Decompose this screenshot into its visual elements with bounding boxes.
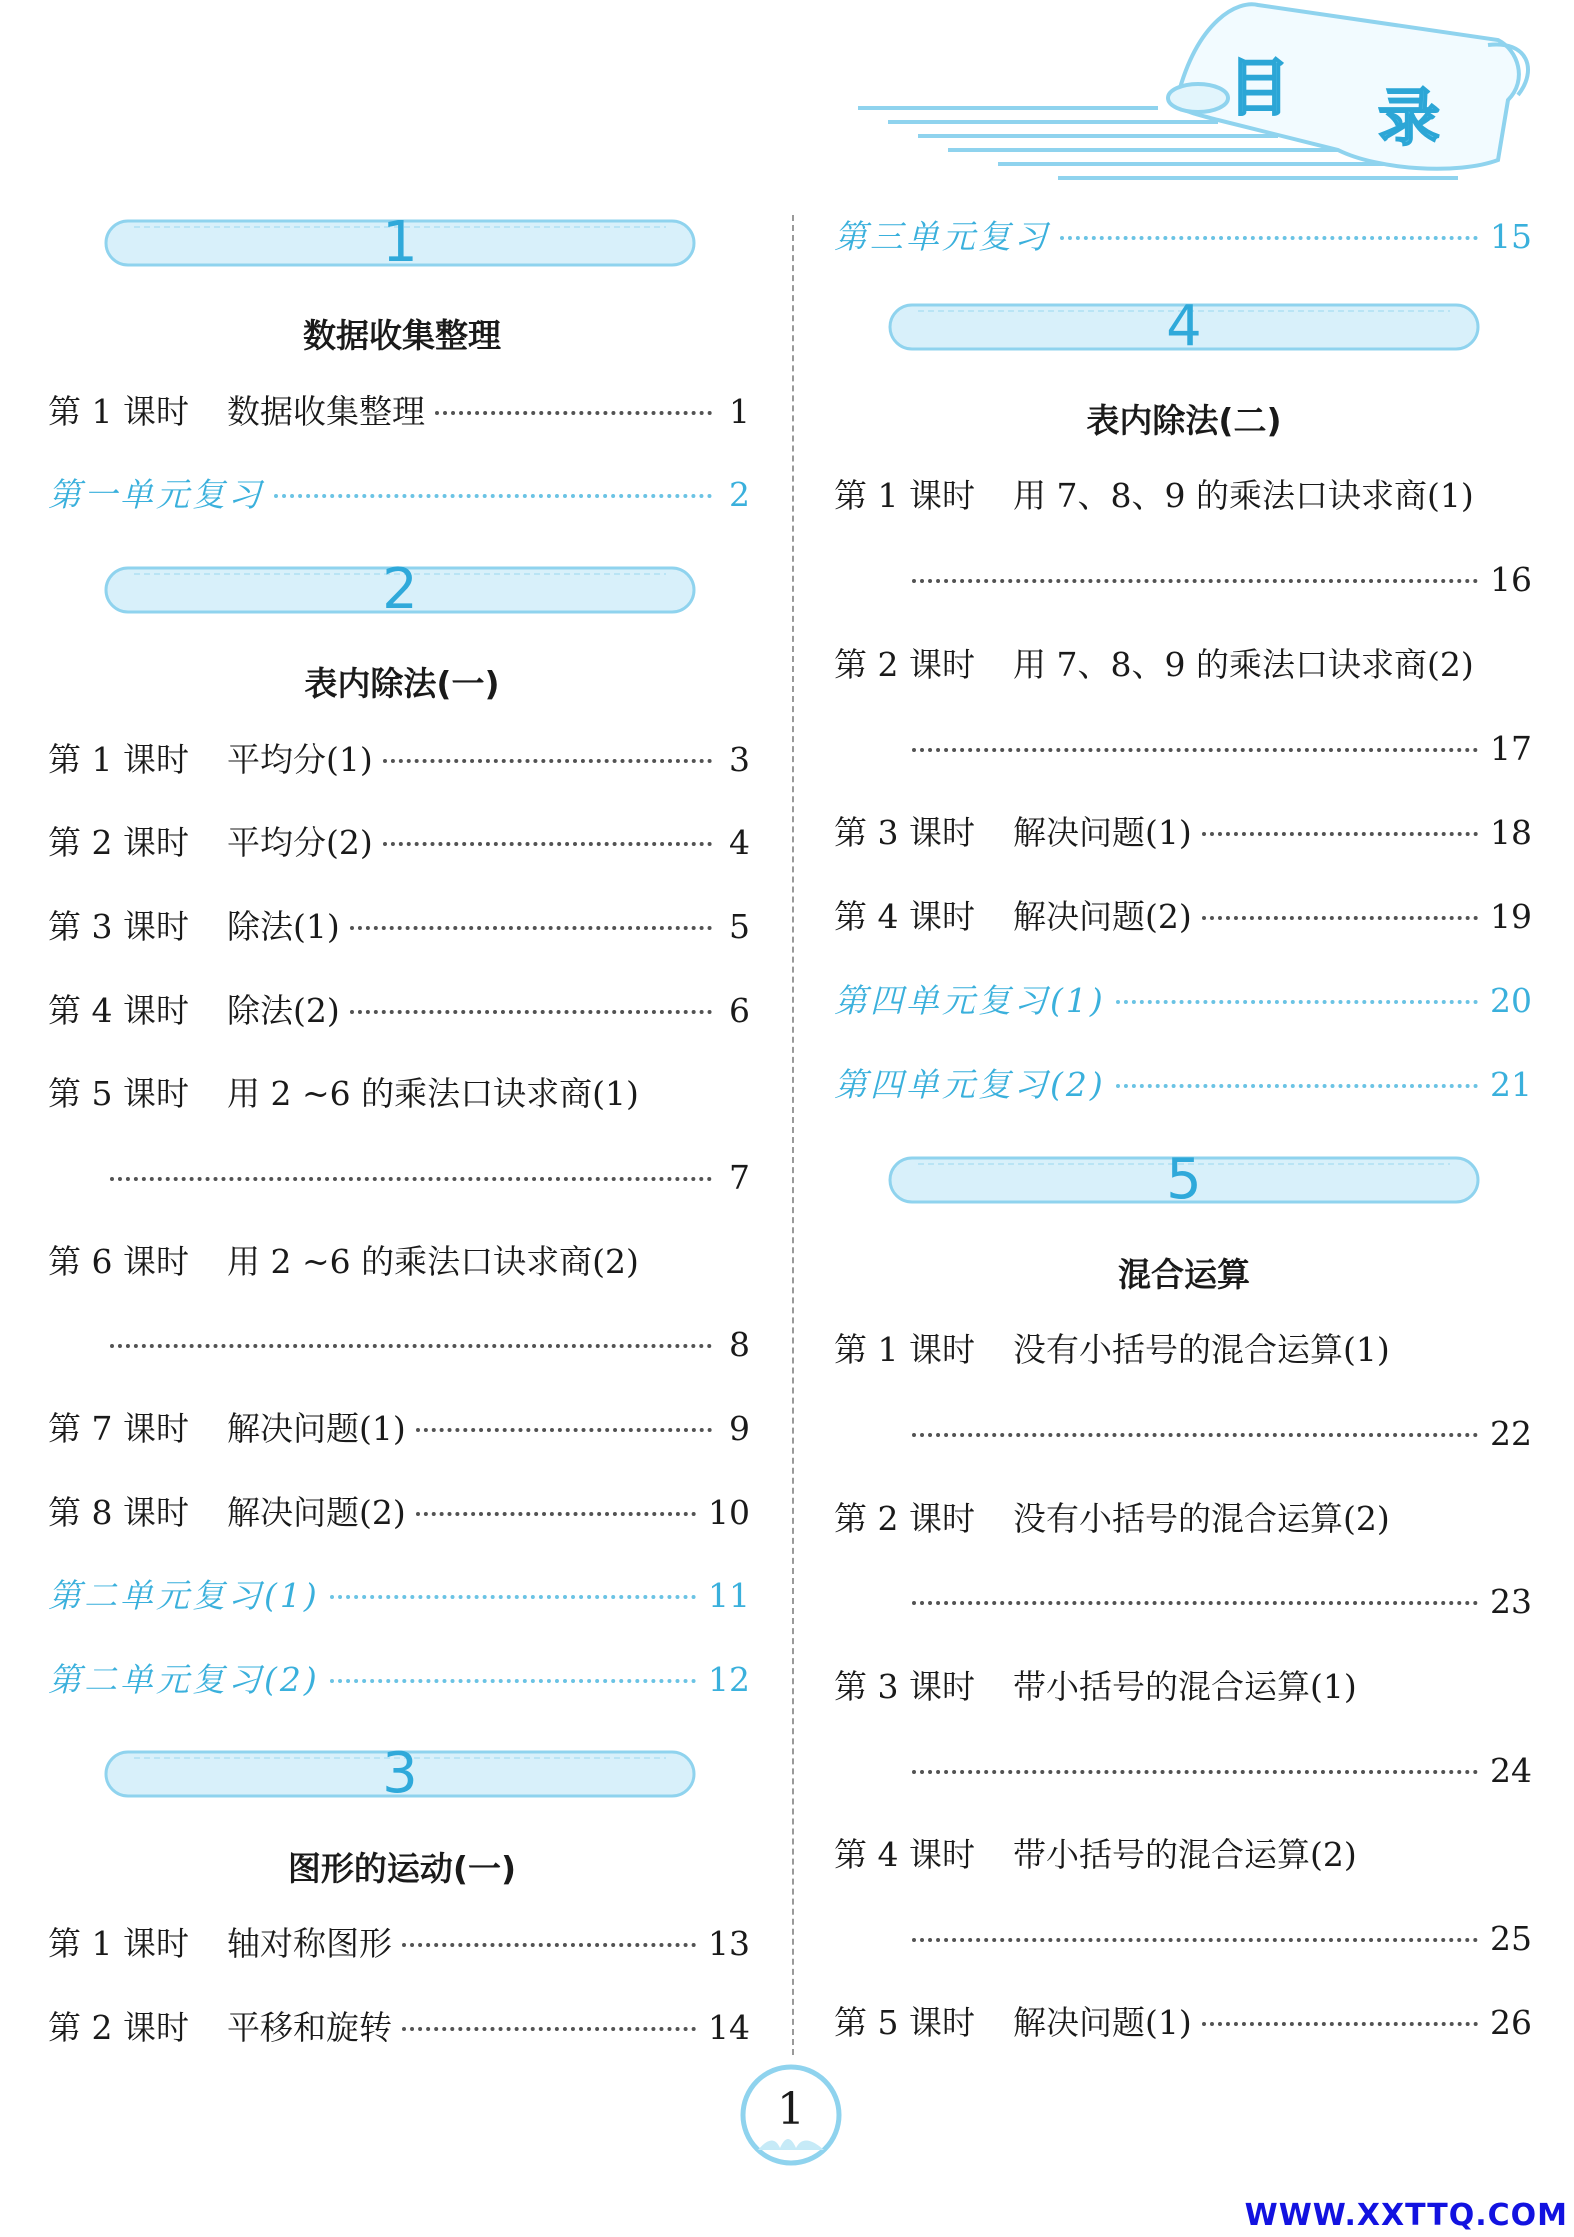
column-divider xyxy=(792,215,794,2055)
unit-title: 图形的运动(一) xyxy=(287,1849,517,1888)
lesson-topic: 除法(1) xyxy=(226,907,340,946)
page-ref: 23 xyxy=(1490,1582,1532,1621)
lesson-topic: 平移和旋转 xyxy=(226,2008,392,2047)
lesson-label: 第 2 课时 xyxy=(48,2008,189,2047)
page-ref: 22 xyxy=(1490,1414,1532,1453)
leader-dots xyxy=(330,1595,696,1599)
leader-dots xyxy=(1116,1000,1478,1004)
leader-dots xyxy=(350,926,712,930)
lesson-topic: 平均分(2) xyxy=(226,823,373,862)
leader-dots xyxy=(383,759,712,763)
lesson-topic: 用 2 ~6 的乘法口诀求商(2) xyxy=(226,1242,639,1281)
toc-entry-line2[interactable] xyxy=(912,727,1532,771)
unit-number: 2 xyxy=(382,557,418,622)
toc-entry-line1[interactable] xyxy=(834,1497,1532,1541)
lesson-label: 第 5 课时 xyxy=(48,1074,189,1113)
page-ref: 3 xyxy=(729,740,750,779)
toc-entry-line1[interactable] xyxy=(48,1240,750,1284)
unit-title: 混合运算 xyxy=(1118,1255,1250,1294)
toc-entry[interactable] xyxy=(48,390,750,434)
page-ref: 24 xyxy=(1490,1751,1532,1790)
lesson-label: 第 1 课时 xyxy=(834,476,975,515)
leader-dots xyxy=(350,1010,712,1014)
page-ref: 20 xyxy=(1490,981,1532,1020)
review-label: 第二单元复习(2) xyxy=(48,1660,320,1699)
toc-entry[interactable] xyxy=(48,905,750,949)
lesson-label: 第 7 课时 xyxy=(48,1409,189,1448)
page-ref: 19 xyxy=(1490,897,1532,936)
page-number: 1 xyxy=(777,2084,805,2135)
unit-banner-3 xyxy=(104,1741,696,1806)
leader-dots xyxy=(912,1938,1478,1942)
toc-review-entry[interactable] xyxy=(834,979,1532,1023)
toc-review-entry[interactable] xyxy=(48,1574,750,1618)
toc-entry[interactable] xyxy=(48,989,750,1033)
leader-dots xyxy=(912,1770,1478,1774)
unit-banner-2 xyxy=(104,557,696,622)
unit-banner-4 xyxy=(888,294,1480,359)
toc-entry[interactable] xyxy=(48,821,750,865)
lesson-topic: 数据收集整理 xyxy=(226,392,425,431)
toc-entry[interactable] xyxy=(834,2001,1532,2045)
unit-banner-5 xyxy=(888,1147,1480,1212)
leader-dots xyxy=(1116,1084,1478,1088)
leader-dots xyxy=(402,1943,696,1947)
toc-entry-line2[interactable] xyxy=(912,558,1532,602)
lesson-topic: 用 7、8、9 的乘法口诀求商(2) xyxy=(1012,645,1474,684)
lesson-label: 第 2 课时 xyxy=(834,1499,975,1538)
page-ref: 17 xyxy=(1490,729,1532,768)
leader-dots xyxy=(912,579,1478,583)
toc-entry-line2[interactable] xyxy=(912,1412,1532,1456)
page-ref: 6 xyxy=(729,991,750,1030)
lesson-topic: 带小括号的混合运算(1) xyxy=(1012,1667,1357,1706)
page-ref: 9 xyxy=(729,1409,750,1448)
leader-dots xyxy=(912,1601,1478,1605)
lesson-topic: 用 2 ~6 的乘法口诀求商(1) xyxy=(226,1074,639,1113)
lesson-label: 第 1 课时 xyxy=(48,1924,189,1963)
lesson-topic: 除法(2) xyxy=(226,991,340,1030)
page-ref: 2 xyxy=(729,475,750,514)
header-scroll-art xyxy=(858,0,1538,190)
lesson-topic: 解决问题(2) xyxy=(226,1493,406,1532)
toc-entry-line1[interactable] xyxy=(834,1665,1532,1709)
review-label: 第二单元复习(1) xyxy=(48,1576,320,1615)
lesson-label: 第 8 课时 xyxy=(48,1493,189,1532)
unit-title: 数据收集整理 xyxy=(303,316,501,355)
toc-review-entry[interactable] xyxy=(48,1658,750,1702)
lesson-topic: 平均分(1) xyxy=(226,740,373,779)
lesson-label: 第 4 课时 xyxy=(834,1835,975,1874)
toc-entry-line2[interactable] xyxy=(110,1156,750,1200)
unit-title: 表内除法(二) xyxy=(1086,401,1282,440)
page-ref: 5 xyxy=(729,907,750,946)
lesson-label: 第 3 课时 xyxy=(834,1667,975,1706)
lesson-label: 第 5 课时 xyxy=(834,2003,975,2042)
page-ref: 21 xyxy=(1490,1065,1532,1104)
toc-entry-line2[interactable] xyxy=(912,1917,1532,1961)
watermark: WWW.XXTTQ.COM xyxy=(1244,2198,1568,2233)
lesson-label: 第 4 课时 xyxy=(48,991,189,1030)
toc-entry[interactable] xyxy=(48,1491,750,1535)
lesson-label: 第 6 课时 xyxy=(48,1242,189,1281)
page-ref: 14 xyxy=(708,2008,750,2047)
leader-dots xyxy=(435,411,712,415)
unit-banner-1 xyxy=(104,210,696,275)
toc-review-entry[interactable] xyxy=(834,1063,1532,1107)
toc-entry-line1[interactable] xyxy=(48,1072,750,1116)
lesson-topic: 没有小括号的混合运算(1) xyxy=(1012,1330,1390,1369)
title-char-lu: 录 xyxy=(1378,81,1441,154)
lesson-label: 第 3 课时 xyxy=(48,907,189,946)
leader-dots xyxy=(416,1512,696,1516)
lesson-topic: 解决问题(1) xyxy=(1012,2003,1192,2042)
page-ref: 25 xyxy=(1490,1919,1532,1958)
lesson-topic: 带小括号的混合运算(2) xyxy=(1012,1835,1357,1874)
leader-dots xyxy=(1202,2022,1478,2026)
leader-dots xyxy=(416,1428,712,1432)
page-ref: 4 xyxy=(729,823,750,862)
leader-dots xyxy=(912,748,1478,752)
lesson-topic: 解决问题(1) xyxy=(226,1409,406,1448)
leader-dots xyxy=(383,842,712,846)
lesson-label: 第 1 课时 xyxy=(48,392,189,431)
leader-dots xyxy=(330,1679,696,1683)
lesson-label: 第 2 课时 xyxy=(834,645,975,684)
lesson-topic: 用 7、8、9 的乘法口诀求商(1) xyxy=(1012,476,1474,515)
unit-number: 1 xyxy=(382,210,418,275)
page-ref: 26 xyxy=(1490,2003,1532,2042)
toc-review-entry[interactable] xyxy=(48,473,750,517)
toc-entry-line2[interactable] xyxy=(912,1580,1532,1624)
lesson-label: 第 4 课时 xyxy=(834,897,975,936)
toc-entry-line2[interactable] xyxy=(912,1749,1532,1793)
toc-entry[interactable] xyxy=(48,1407,750,1451)
leader-dots xyxy=(110,1344,712,1348)
toc-review-entry[interactable] xyxy=(834,215,1532,259)
review-label: 第三单元复习 xyxy=(834,217,1050,256)
lesson-topic: 没有小括号的混合运算(2) xyxy=(1012,1499,1390,1538)
leader-dots xyxy=(110,1177,712,1181)
toc-entry-line1[interactable] xyxy=(834,1328,1532,1372)
unit-number: 4 xyxy=(1166,294,1202,359)
lesson-label: 第 2 课时 xyxy=(48,823,189,862)
page-ref: 11 xyxy=(708,1576,750,1615)
leader-dots xyxy=(402,2027,696,2031)
toc-entry-line1[interactable] xyxy=(834,1833,1532,1877)
unit-title: 表内除法(一) xyxy=(304,664,500,703)
title-char-mu: 目 xyxy=(1228,51,1291,124)
review-label: 第四单元复习(2) xyxy=(834,1065,1106,1104)
lesson-topic: 轴对称图形 xyxy=(226,1924,392,1963)
page-ref: 1 xyxy=(729,392,750,431)
page-ref: 8 xyxy=(729,1325,750,1364)
toc-entry-line2[interactable] xyxy=(110,1323,750,1367)
leader-dots xyxy=(1202,916,1478,920)
page-ref: 16 xyxy=(1490,560,1532,599)
unit-number: 5 xyxy=(1166,1147,1202,1212)
lesson-topic: 解决问题(1) xyxy=(1012,813,1192,852)
page-ref: 12 xyxy=(708,1660,750,1699)
page-ref: 7 xyxy=(729,1158,750,1197)
toc-entry[interactable] xyxy=(834,895,1532,939)
toc-entry[interactable] xyxy=(48,1922,750,1966)
leader-dots xyxy=(912,1433,1478,1437)
lesson-label: 第 1 课时 xyxy=(834,1330,975,1369)
page-ref: 10 xyxy=(708,1493,750,1532)
page-number-badge xyxy=(738,2062,844,2168)
leader-dots xyxy=(274,494,712,498)
page-ref: 18 xyxy=(1490,813,1532,852)
toc-entry[interactable] xyxy=(834,811,1532,855)
lesson-topic: 解决问题(2) xyxy=(1012,897,1192,936)
leader-dots xyxy=(1202,832,1478,836)
lesson-label: 第 3 课时 xyxy=(834,813,975,852)
review-label: 第四单元复习(1) xyxy=(834,981,1106,1020)
unit-number: 3 xyxy=(382,1741,418,1806)
page-ref: 13 xyxy=(708,1924,750,1963)
page-ref: 15 xyxy=(1490,217,1532,256)
toc-entry-line1[interactable] xyxy=(834,474,1532,518)
lesson-label: 第 1 课时 xyxy=(48,740,189,779)
toc-entry[interactable] xyxy=(48,738,750,782)
toc-entry[interactable] xyxy=(48,2006,750,2050)
toc-entry-line1[interactable] xyxy=(834,643,1532,687)
leader-dots xyxy=(1060,236,1478,240)
review-label: 第一单元复习 xyxy=(48,475,264,514)
